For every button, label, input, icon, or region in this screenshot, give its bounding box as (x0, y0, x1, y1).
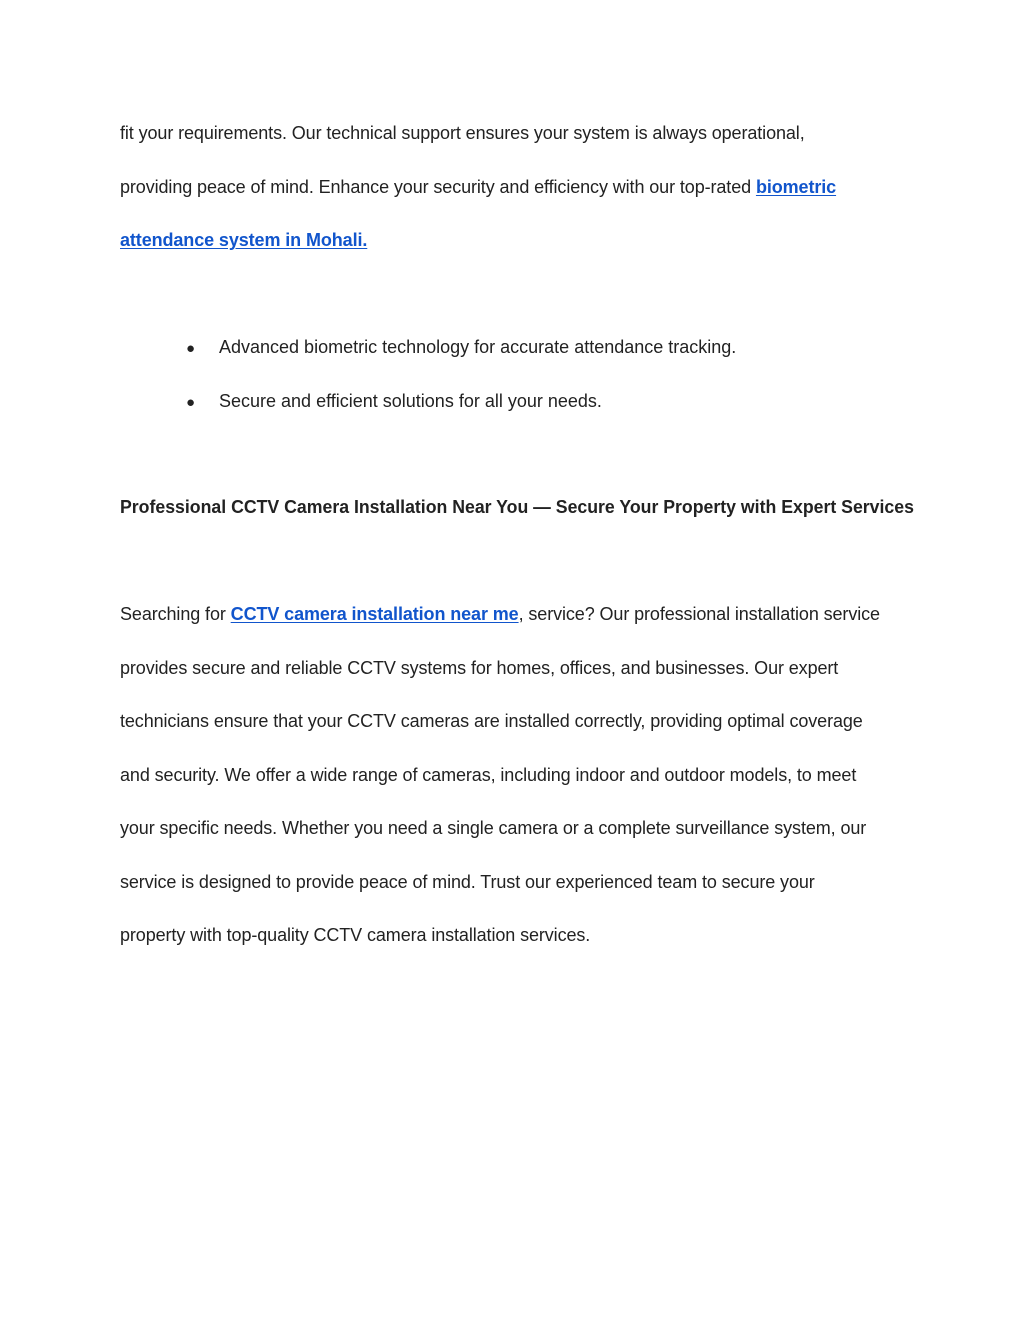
section-heading: Professional CCTV Camera Installation Near You — Secure Your Property with Expert Services (120, 497, 914, 517)
bullet-text: Secure and efficient solutions for all your needs. (219, 391, 602, 411)
body-line-7: property with top-quality CCTV camera installation services. (120, 925, 591, 945)
cctv-installation-link[interactable]: CCTV camera installation near me (230, 604, 519, 624)
bullet-item (186, 389, 602, 415)
body-line-3: technicians ensure that your CCTV cameras are installed correctly, providing optimal coverage (120, 711, 863, 731)
body-line-5: your specific needs. Whether you need a single camera or a complete surveillance system, our (120, 818, 867, 838)
body-text-pre: Searching for (120, 604, 231, 624)
biometric-link-part-2[interactable]: attendance system in Mohali. (120, 230, 368, 250)
biometric-link-part-1[interactable]: biometric (755, 177, 837, 197)
body-line-6: service is designed to provide peace of mind. Trust our experienced team to secure your (120, 872, 815, 892)
intro-line-1 (120, 121, 805, 145)
bullet-icon: ● (186, 340, 196, 357)
bullet-text: Advanced biometric technology for accurate attendance tracking. (219, 337, 737, 357)
body-line-1 (120, 602, 880, 626)
intro-text-2: providing peace of mind. Enhance your security and efficiency with our top-rated (120, 177, 756, 197)
intro-text-1: fit your requirements. Our technical support ensures your system is always operational, (120, 123, 805, 143)
body-line-4: and security. We offer a wide range of cameras, including indoor and outdoor models, to meet (120, 765, 857, 785)
intro-line-3 (120, 228, 367, 252)
body-line-2: provides secure and reliable CCTV systems for homes, offices, and businesses. Our expert (120, 658, 839, 678)
bullet-icon: ● (186, 394, 196, 411)
bullet-item (186, 335, 736, 361)
body-text-post: , service? Our professional installation service (518, 604, 880, 624)
intro-line-2 (120, 175, 836, 199)
